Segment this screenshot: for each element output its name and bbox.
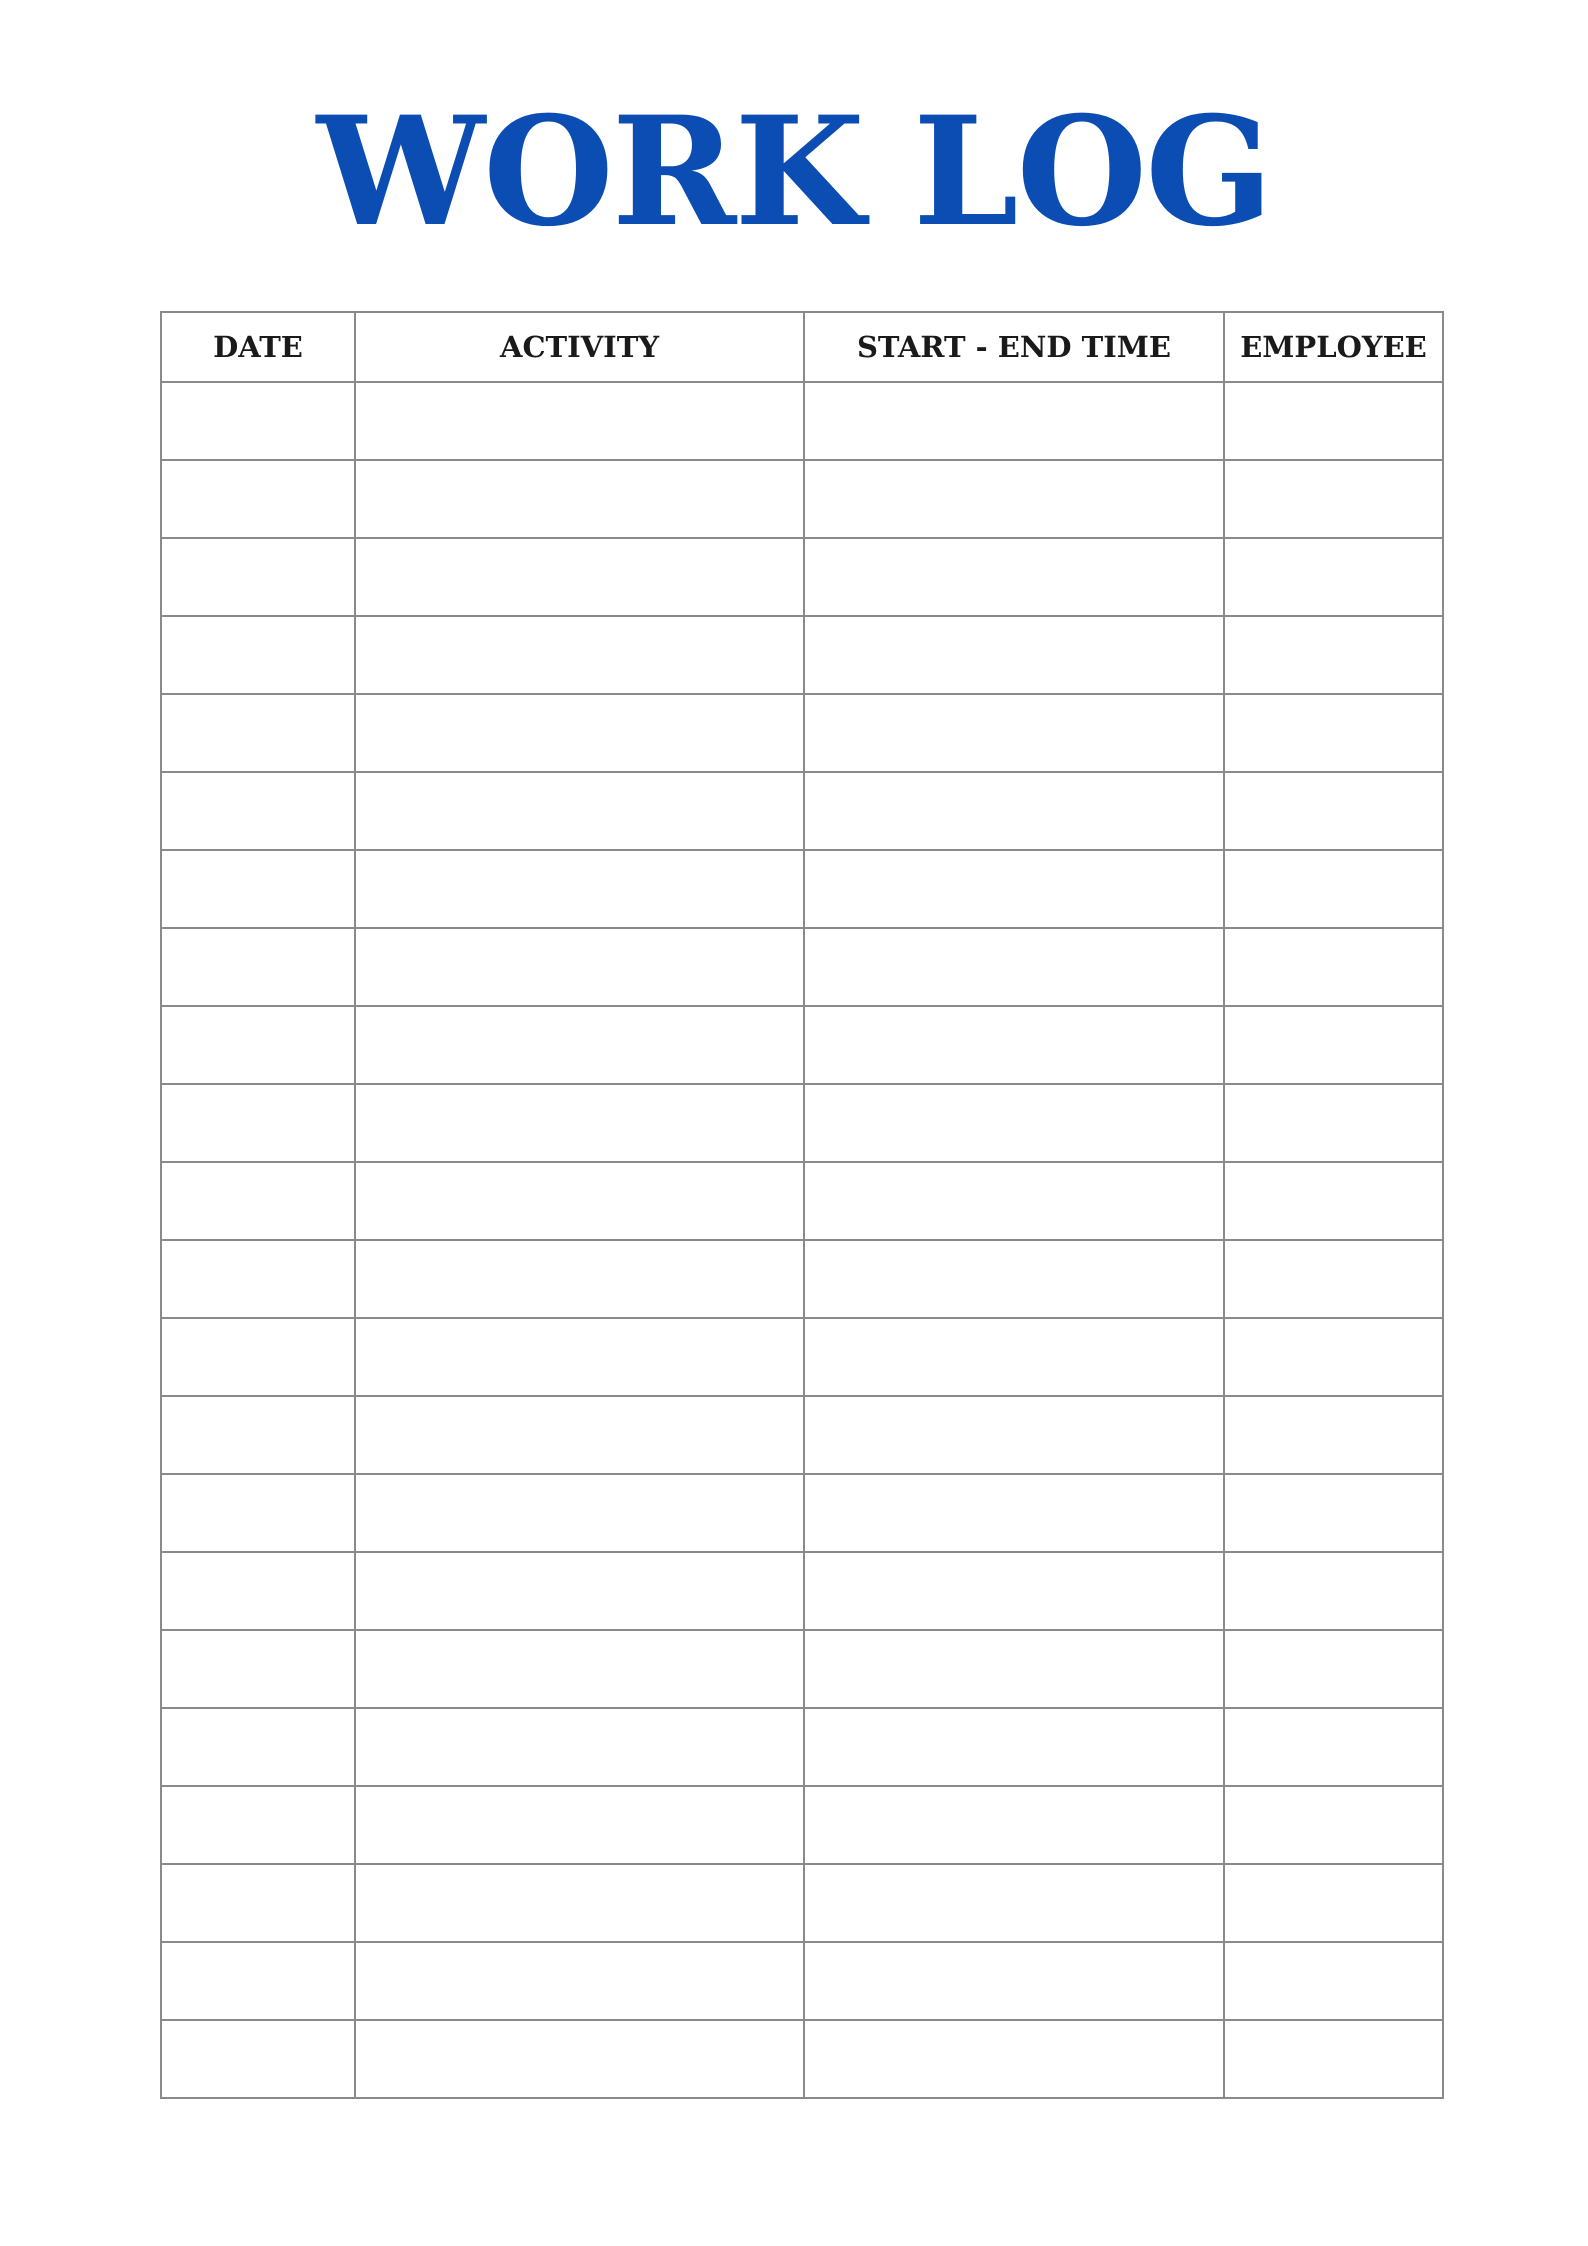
table-row [161,1474,1443,1552]
activity-cell[interactable] [355,1318,804,1396]
activity-cell[interactable] [355,460,804,538]
start-end-time-cell[interactable] [804,460,1224,538]
start-end-time-cell[interactable] [804,538,1224,616]
activity-cell[interactable] [355,1864,804,1942]
activity-cell[interactable] [355,1630,804,1708]
employee-cell[interactable] [1224,382,1443,460]
column-header-activity: ACTIVITY [355,312,804,382]
employee-cell[interactable] [1224,1942,1443,2020]
start-end-time-cell[interactable] [804,382,1224,460]
activity-cell[interactable] [355,772,804,850]
table-row [161,1864,1443,1942]
start-end-time-cell[interactable] [804,1240,1224,1318]
table-row [161,1786,1443,1864]
header-row [161,312,1443,382]
employee-cell[interactable] [1224,460,1443,538]
activity-cell[interactable] [355,1708,804,1786]
activity-cell[interactable] [355,2020,804,2098]
date-cell[interactable] [161,928,355,1006]
start-end-time-cell[interactable] [804,1162,1224,1240]
employee-cell[interactable] [1224,616,1443,694]
table-row [161,1084,1443,1162]
start-end-time-cell[interactable] [804,1396,1224,1474]
date-cell[interactable] [161,382,355,460]
start-end-time-cell[interactable] [804,1708,1224,1786]
start-end-time-cell[interactable] [804,1786,1224,1864]
start-end-time-cell[interactable] [804,616,1224,694]
start-end-time-cell[interactable] [804,772,1224,850]
start-end-time-cell[interactable] [804,1630,1224,1708]
table-row [161,928,1443,1006]
activity-cell[interactable] [355,1006,804,1084]
date-cell[interactable] [161,2020,355,2098]
table-row [161,850,1443,928]
date-cell[interactable] [161,1942,355,2020]
start-end-time-cell[interactable] [804,1318,1224,1396]
date-cell[interactable] [161,694,355,772]
table-row [161,1318,1443,1396]
date-cell[interactable] [161,1552,355,1630]
employee-cell[interactable] [1224,1630,1443,1708]
employee-cell[interactable] [1224,694,1443,772]
start-end-time-cell[interactable] [804,928,1224,1006]
start-end-time-cell[interactable] [804,1864,1224,1942]
employee-cell[interactable] [1224,1318,1443,1396]
activity-cell[interactable] [355,1162,804,1240]
date-cell[interactable] [161,1318,355,1396]
employee-cell[interactable] [1224,2020,1443,2098]
employee-cell[interactable] [1224,1006,1443,1084]
table-row [161,538,1443,616]
date-cell[interactable] [161,460,355,538]
employee-cell[interactable] [1224,1162,1443,1240]
activity-cell[interactable] [355,850,804,928]
date-cell[interactable] [161,616,355,694]
start-end-time-cell[interactable] [804,694,1224,772]
start-end-time-cell[interactable] [804,1942,1224,2020]
date-cell[interactable] [161,772,355,850]
activity-cell[interactable] [355,928,804,1006]
table-row [161,1240,1443,1318]
employee-cell[interactable] [1224,850,1443,928]
table-row [161,382,1443,460]
table-row [161,1396,1443,1474]
employee-cell[interactable] [1224,928,1443,1006]
start-end-time-cell[interactable] [804,850,1224,928]
employee-cell[interactable] [1224,1864,1443,1942]
table-row [161,2020,1443,2098]
date-cell[interactable] [161,1864,355,1942]
activity-cell[interactable] [355,1552,804,1630]
activity-cell[interactable] [355,382,804,460]
activity-cell[interactable] [355,1786,804,1864]
employee-cell[interactable] [1224,1708,1443,1786]
activity-cell[interactable] [355,1396,804,1474]
table-body [161,382,1443,2098]
date-cell[interactable] [161,538,355,616]
activity-cell[interactable] [355,1474,804,1552]
date-cell[interactable] [161,1708,355,1786]
employee-cell[interactable] [1224,1552,1443,1630]
date-cell[interactable] [161,1396,355,1474]
table-row [161,1552,1443,1630]
date-cell[interactable] [161,1240,355,1318]
start-end-time-cell[interactable] [804,1552,1224,1630]
start-end-time-cell[interactable] [804,1006,1224,1084]
page-title: WORK LOG [316,84,1272,260]
date-cell[interactable] [161,850,355,928]
date-cell[interactable] [161,1006,355,1084]
employee-cell[interactable] [1224,1240,1443,1318]
employee-cell[interactable] [1224,1084,1443,1162]
start-end-time-cell[interactable] [804,1474,1224,1552]
date-cell[interactable] [161,1630,355,1708]
column-header-start-end-time: START - END TIME [804,312,1224,382]
employee-cell[interactable] [1224,1786,1443,1864]
employee-cell[interactable] [1224,538,1443,616]
date-cell[interactable] [161,1474,355,1552]
activity-cell[interactable] [355,694,804,772]
activity-cell[interactable] [355,616,804,694]
activity-cell[interactable] [355,1240,804,1318]
table-row [161,1162,1443,1240]
date-cell[interactable] [161,1084,355,1162]
date-cell[interactable] [161,1162,355,1240]
column-header-date: DATE [161,312,355,382]
activity-cell[interactable] [355,538,804,616]
table-row [161,1942,1443,2020]
column-header-employee: EMPLOYEE [1224,312,1443,382]
start-end-time-cell[interactable] [804,2020,1224,2098]
activity-cell[interactable] [355,1942,804,2020]
table-row [161,1630,1443,1708]
table-row [161,772,1443,850]
work-log-table [160,311,1444,2099]
table-row [161,694,1443,772]
table-row [161,1006,1443,1084]
employee-cell[interactable] [1224,1396,1443,1474]
employee-cell[interactable] [1224,772,1443,850]
activity-cell[interactable] [355,1084,804,1162]
table-row [161,460,1443,538]
date-cell[interactable] [161,1786,355,1864]
employee-cell[interactable] [1224,1474,1443,1552]
table-row [161,616,1443,694]
table-row [161,1708,1443,1786]
start-end-time-cell[interactable] [804,1084,1224,1162]
